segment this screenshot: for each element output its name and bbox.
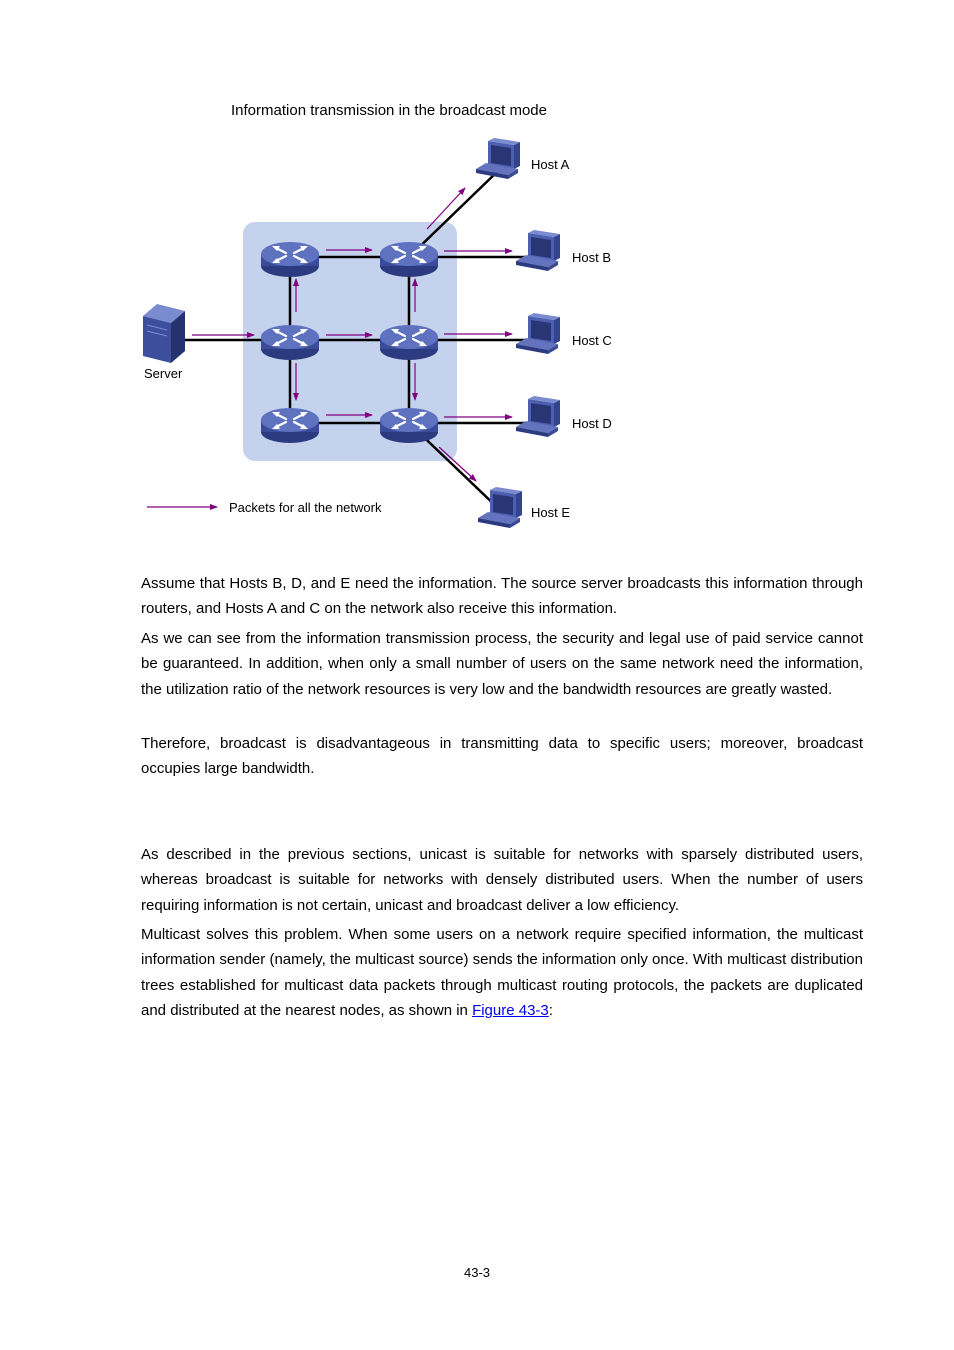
- computer-icon: [516, 396, 560, 437]
- host-a-label: Host A: [531, 157, 570, 172]
- paragraph-text: :: [548, 1001, 553, 1019]
- paragraph: As described in the previous sections, unicast is suitable for networks with sparsely distributed users, whereas broadcast is suitable for networks with densely distributed users. When the number of users requiring information is not certain, unicast and broadcast deliver a low efficiency.: [141, 846, 863, 914]
- router-icon: [380, 242, 438, 277]
- host-c-label: Host C: [572, 333, 612, 348]
- router-icon: [380, 408, 438, 443]
- host-e-label: Host E: [531, 505, 571, 520]
- router-icon: [261, 408, 319, 443]
- router-icon: [261, 242, 319, 277]
- host-d-label: Host D: [572, 416, 612, 431]
- paragraph-text: Multicast solves this problem. When some users on a network require specified information, the multicast information sender (namely, the multicast source) sends the information only once. With multicast distribution trees established for multicast data packets through multicast routing protocols, the packets are duplicated and distributed at the nearest nodes, as shown in: [141, 926, 863, 1019]
- paragraph: Therefore, broadcast is disadvantageous in transmitting data to specific users; moreover, broadcast occupies large bandwidth.: [141, 735, 863, 778]
- figure-link[interactable]: Figure 43-3: [472, 1001, 549, 1019]
- router-icon: [261, 325, 319, 360]
- figure-caption: Information transmission in the broadcast mode: [231, 102, 547, 119]
- paragraph: Assume that Hosts B, D, and E need the information. The source server broadcasts this information through routers, and Hosts A and C on the network also receive this information.: [141, 575, 863, 618]
- server-icon: [143, 304, 185, 363]
- host-b-label: Host B: [572, 250, 612, 265]
- computer-icon: [476, 138, 520, 179]
- page-number: 43-3: [463, 1265, 491, 1280]
- broadcast-diagram: [0, 0, 954, 560]
- router-icon: [380, 325, 438, 360]
- computer-icon: [478, 487, 522, 528]
- computer-icon: [516, 313, 560, 354]
- paragraph: [141, 922, 863, 1023]
- computer-icon: [516, 230, 560, 271]
- server-label: Server: [144, 366, 183, 381]
- paragraph: As we can see from the information transmission process, the security and legal use of paid service cannot be guaranteed. In addition, when only a small number of users on the same network need the information, the utilization ratio of the network resources is very low and the bandwidth resources are greatly wasted.: [141, 630, 863, 698]
- legend-label: Packets for all the network: [229, 500, 382, 515]
